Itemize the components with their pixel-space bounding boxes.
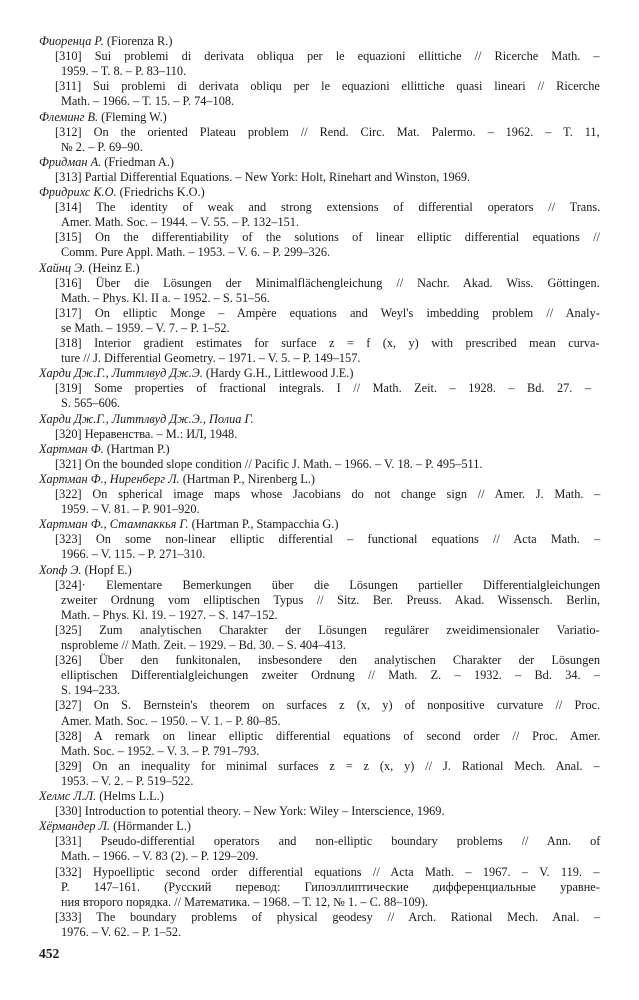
- reference-entry: [55, 170, 470, 186]
- author-heading: [39, 472, 315, 488]
- reference-number: [330]: [55, 804, 82, 819]
- author-name-en: (Fiorenza R.): [106, 34, 173, 48]
- reference-number: [326]: [55, 653, 82, 668]
- reference-continuation: [61, 321, 230, 337]
- reference-continuation: [61, 245, 330, 261]
- reference-text: № 2. – P. 69–90.: [61, 139, 143, 154]
- author-heading: [39, 412, 254, 428]
- reference-number: [315]: [55, 230, 82, 245]
- author-name-ru: Хартман Ф.: [39, 441, 104, 456]
- author-name-en: (Heinz E.): [88, 260, 140, 275]
- reference-number: [327]: [55, 698, 82, 713]
- reference-text: Interior gradient estimates for surface z = f (x, y) with prescribed mean curva-: [94, 336, 600, 350]
- reference-number: [314]: [55, 200, 82, 215]
- author-name-en: (Hardy G.H., Littlewood J.E.): [205, 366, 354, 381]
- reference-entry: [55, 698, 600, 714]
- reference-number: [310]: [55, 49, 82, 64]
- reference-entry: [55, 457, 482, 473]
- author-name-en: (Friedrichs K.O.): [119, 185, 205, 199]
- reference-number: [320]: [55, 426, 82, 441]
- reference-text: S. 194–233.: [61, 683, 121, 698]
- reference-number: [319]: [55, 381, 82, 396]
- reference-entry: [55, 804, 445, 820]
- author-name-ru: Фридрихс К.О.: [39, 185, 117, 199]
- author-heading: [39, 789, 164, 805]
- reference-number: [311]: [55, 79, 82, 94]
- reference-entry: [55, 834, 600, 850]
- author-name-en: (Friedman A.): [104, 154, 174, 169]
- author-name-en: (Hartman P., Nirenberg L.): [182, 471, 315, 486]
- reference-text: se Math. – 1959. – V. 7. – P. 1–52.: [61, 320, 230, 335]
- author-name-en: (Fleming W.): [101, 109, 167, 124]
- reference-text: Amer. Math. Soc. – 1944. – V. 55. – P. 132–151.: [61, 215, 299, 230]
- reference-text: Elementare Bemerkungen über die Lösungen partieller Differentialgleichungen: [106, 577, 601, 592]
- reference-continuation: [61, 351, 360, 367]
- author-name-ru: Фиоренца Р.: [39, 34, 104, 48]
- reference-number: [316]: [55, 275, 82, 290]
- author-name-ru: Хартман Ф., Ниренберг Л.: [39, 471, 180, 486]
- reference-number: [317]: [55, 305, 82, 320]
- reference-text: Partial Differential Equations. – New York: Holt, Rinehart and Winston, 1969.: [84, 169, 471, 184]
- reference-continuation: [61, 547, 205, 563]
- reference-continuation: [61, 608, 278, 624]
- reference-text: Über die Lösungen der Minimalflächengleichung // Nachr. Akad. Wiss. Göttingen.: [95, 275, 600, 290]
- reference-entry: [55, 487, 600, 503]
- reference-text: elliptischen Differentialgleichungen zweiter Ordnung // Math. Z. – 1932. – Bd. 34. –: [61, 668, 601, 683]
- reference-text: The boundary problems of physical geodesy // Arch. Rational Mech. Anal. –: [96, 909, 601, 924]
- author-name-ru: Флеминг В.: [39, 109, 99, 124]
- reference-text: On some non-linear elliptic differential – functional equations // Acta Math. –: [95, 532, 601, 547]
- reference-continuation: [61, 638, 346, 654]
- author-name-en: (Hartman P., Stampacchia G.): [191, 517, 339, 532]
- reference-text: Math. – Phys. Kl. II a. – 1952. – S. 51–56.: [61, 290, 270, 305]
- reference-text: Comm. Pure Appl. Math. – 1953. – V. 6. – P. 299–326.: [61, 245, 331, 260]
- reference-text: Math. – 1966. – V. 83 (2). – P. 129–209.: [61, 849, 259, 864]
- reference-text: The identity of weak and strong extensions of differential operators // Trans.: [96, 200, 601, 215]
- reference-text: On elliptic Monge – Ampère equations and Weyl's imbedding problem // Analy-: [94, 305, 600, 320]
- reference-text: On the differentiability of the solutions of linear elliptic differential equations //: [95, 230, 600, 245]
- author-heading: [39, 34, 172, 50]
- reference-continuation: [61, 774, 193, 790]
- reference-entry: [55, 623, 600, 639]
- reference-text: 1976. – V. 62. – P. 1–52.: [61, 924, 182, 939]
- author-heading: [39, 261, 140, 277]
- reference-entry: [55, 759, 600, 775]
- reference-text: Introduction to potential theory. – New York: Wiley – Interscience, 1969.: [84, 804, 445, 819]
- reference-entry: [55, 306, 600, 322]
- author-heading: [39, 819, 191, 835]
- reference-entry: [55, 276, 600, 292]
- reference-number: [331]: [55, 834, 82, 849]
- reference-text: zweiter Ordnung vom elliptischen Typus // Sitz. Ber. Preuss. Akad. Wissensch. Berlin,: [61, 592, 601, 607]
- author-name-ru: Фридман А.: [39, 154, 102, 169]
- reference-continuation: [61, 714, 281, 730]
- reference-text: ture // J. Differential Geometry. – 1971. – V. 5. – P. 149–157.: [61, 351, 361, 366]
- reference-text: 1959. – T. 8. – P. 83–110.: [61, 64, 187, 79]
- author-name-ru: Хелмс Л.Л.: [39, 789, 97, 803]
- reference-text: Неравенства. – М.: ИЛ, 1948.: [84, 426, 238, 441]
- reference-continuation: [61, 895, 428, 911]
- page-number: 452: [39, 946, 60, 961]
- author-heading: [39, 155, 174, 171]
- reference-entry: [55, 336, 600, 352]
- reference-entry: [55, 200, 600, 216]
- reference-continuation: [61, 140, 143, 156]
- reference-text: 1953. – V. 2. – P. 519–522.: [61, 773, 194, 788]
- reference-continuation: [61, 502, 200, 518]
- author-heading: [39, 442, 170, 458]
- reference-continuation: [61, 849, 258, 865]
- reference-continuation: [61, 925, 181, 941]
- reference-number: [328]: [55, 728, 82, 743]
- author-name-ru: Харди Дж.Г., Литтлвуд Дж.Э.: [39, 366, 203, 381]
- reference-text: On the bounded slope condition // Pacific J. Math. – 1966. – V. 18. – P. 495–511.: [84, 456, 483, 471]
- reference-entry: [55, 427, 237, 443]
- reference-continuation: [61, 593, 600, 609]
- reference-text: Some properties of fractional integrals. I // Math. Zeit. – 1928. – Bd. 27. –: [94, 381, 592, 396]
- author-name-ru: Харди Дж.Г., Литтлвуд Дж.Э., Полиа Г.: [39, 411, 254, 426]
- reference-text: A remark on linear elliptic differential equations of second order // Proc. Amer.: [93, 728, 601, 743]
- author-heading: [39, 563, 132, 579]
- reference-entry: [55, 653, 600, 669]
- author-name-en: (Hörmander L.): [113, 819, 191, 834]
- author-heading: [39, 185, 205, 201]
- reference-text: P. 147–161. (Русский перевод: Гипоэллиптические дифференциальные уравне-: [61, 879, 600, 894]
- reference-text: Amer. Math. Soc. – 1950. – V. 1. – P. 80–85.: [61, 713, 281, 728]
- reference-text: On an inequality for minimal surfaces z = z (x, y) // J. Rational Mech. Anal. –: [92, 758, 600, 773]
- author-heading: [39, 366, 353, 382]
- author-name-en: (Hopf E.): [84, 562, 132, 577]
- reference-continuation: [61, 396, 120, 412]
- reference-text: On spherical image maps whose Jacobians do not change sign // Amer. J. Math. –: [92, 487, 601, 501]
- reference-text: Sui problemi di derivata obliqu per le equazioni ellittiche quasi lineari // Ricerche: [93, 79, 600, 94]
- author-name-ru: Хайнц Э.: [39, 260, 86, 275]
- reference-continuation: [61, 64, 186, 80]
- reference-number: [332]: [55, 864, 82, 879]
- reference-continuation: [61, 744, 259, 760]
- reference-text: Pseudo-differential operators and non-elliptic boundary problems // Ann. of: [100, 834, 601, 849]
- reference-text: Math. – Phys. Kl. 19. – 1927. – S. 147–152.: [61, 607, 278, 622]
- reference-entry: [55, 381, 591, 397]
- reference-continuation: [61, 683, 120, 699]
- reference-entry: [55, 578, 600, 594]
- reference-number: [324]·: [55, 577, 86, 592]
- reference-text: Über den funkitonalen, insbesondere den analytischen Charakter der Lösungen: [98, 653, 600, 668]
- reference-number: [321]: [55, 456, 82, 471]
- author-name-ru: Хёрмандер Л.: [39, 819, 111, 834]
- reference-entry: [55, 230, 600, 246]
- reference-entry: [55, 125, 600, 141]
- reference-text: Sui problemi di derivata obliqua per le equazioni ellittiche // Ricerche Math. –: [94, 49, 600, 64]
- reference-text: nsprobleme // Math. Zeit. – 1929. – Bd. 30. – S. 404–413.: [61, 638, 346, 652]
- reference-text: Math. Soc. – 1952. – V. 3. – P. 791–793.: [61, 743, 260, 758]
- reference-number: [318]: [55, 336, 82, 350]
- reference-entry: [55, 49, 600, 65]
- reference-number: [313]: [55, 169, 82, 184]
- reference-continuation: [61, 668, 600, 684]
- author-heading: [39, 110, 167, 126]
- reference-number: [325]: [55, 622, 82, 637]
- reference-entry: [55, 532, 600, 548]
- reference-continuation: [61, 94, 234, 110]
- reference-number: [312]: [55, 124, 82, 139]
- reference-text: ния второго порядка. // Математика. – 1968. – Т. 12, № 1. – С. 88–109).: [61, 894, 428, 909]
- reference-text: Hypoelliptic second order differential equations // Acta Math. – 1967. – V. 119. –: [93, 864, 600, 879]
- reference-number: [323]: [55, 532, 82, 547]
- reference-number: [333]: [55, 909, 82, 924]
- reference-entry: [55, 729, 600, 745]
- author-name-ru: Хопф Э.: [39, 562, 82, 577]
- reference-text: Zum analytischen Charakter der Lösungen regulärer zweidimensionaler Variatio-: [99, 622, 600, 637]
- author-name-en: (Helms L.L.): [99, 789, 164, 803]
- reference-text: 1959. – V. 81. – P. 901–920.: [61, 502, 200, 517]
- author-heading: [39, 517, 338, 533]
- reference-continuation: [61, 880, 600, 896]
- reference-text: 1966. – V. 115. – P. 271–310.: [61, 547, 206, 562]
- reference-text: S. 565–606.: [61, 396, 121, 411]
- reference-number: [322]: [55, 487, 82, 501]
- reference-entry: [55, 79, 600, 95]
- reference-text: On S. Bernstein's theorem on surfaces z (x, y) of nonpositive curvature // Proc.: [93, 698, 601, 713]
- reference-continuation: [61, 215, 299, 231]
- reference-continuation: [61, 291, 270, 307]
- reference-entry: [55, 910, 600, 926]
- reference-text: On the oriented Plateau problem // Rend. Circ. Mat. Palermo. – 1962. – T. 11,: [93, 124, 600, 139]
- reference-entry: [55, 865, 600, 881]
- author-name-ru: Хартман Ф., Стампаккья Г.: [39, 517, 189, 532]
- reference-text: Math. – 1966. – T. 15. – P. 74–108.: [61, 94, 235, 109]
- reference-number: [329]: [55, 758, 82, 773]
- author-name-en: (Hartman P.): [106, 441, 170, 456]
